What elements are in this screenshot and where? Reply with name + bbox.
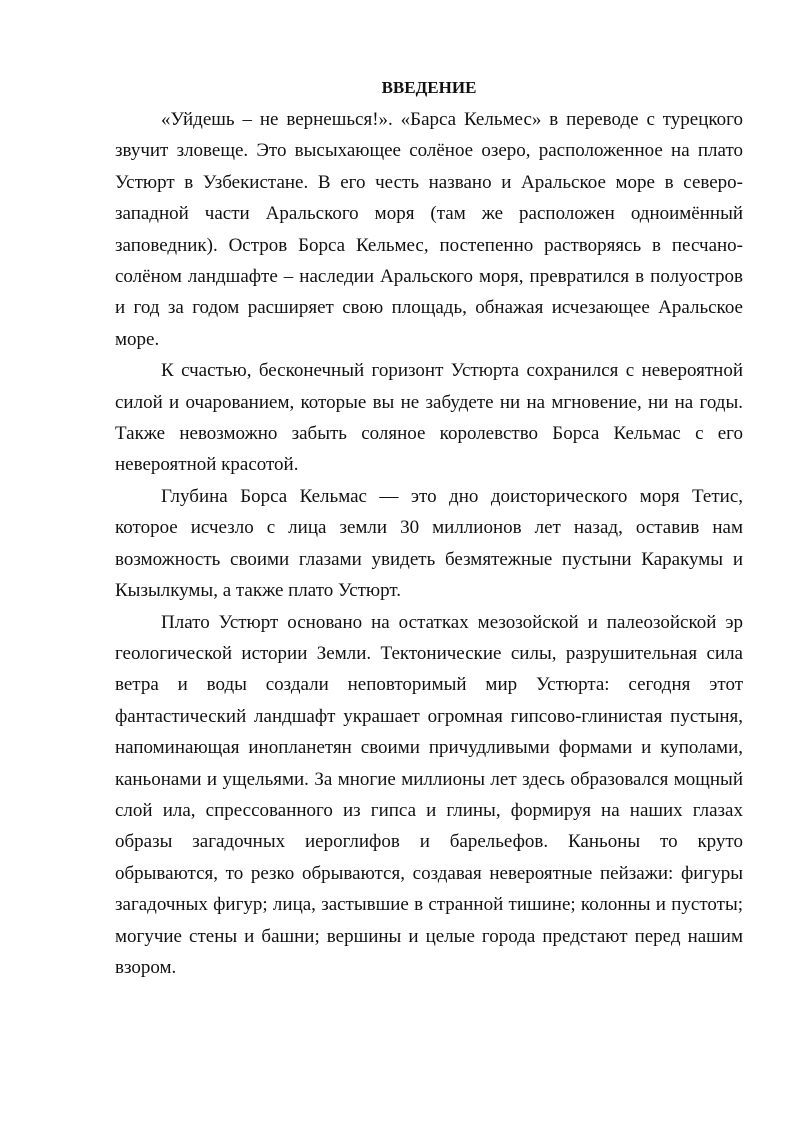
paragraph-horizon: К счастью, бесконечный горизонт Устюрта сохранился с невероятной силой и очарованием, которые вы не забудете ни на мгновение, ни на годы. Также невозможно забыть соляное королевство Борса Кельмас с его невероятной красотой.	[115, 360, 743, 476]
paragraph-tethys: Глубина Борса Кельмас — это дно доисторического моря Тетис, которое исчезло с лица земли 30 миллионов лет назад, оставив нам возможность своими глазами увидеть безмятежные пустыни Каракумы и Кызылкумы, а также плато Устюрт.	[115, 485, 743, 602]
paragraph-ustyurt: Плато Устюрт основано на остатках мезозойской и палеозойской эр геологической истории Земли. Тектонические силы, разрушительная сила ветра и воды создали неповторимый мир Устюрта: сегодня этот фантастический ландшафт украшает огромная гипсово-глинистая пустыня, напоминающая инопланетян своими причудливыми формами и куполами, каньонами и ущельями. За многие миллионы лет здесь образовался мощный слой ила, спрессованного из гипса и глины, формируя на наших глазах образы загадочных иероглифов и барельефов. Каньоны то круто обрываются, то резко обрываются, создавая невероятные пейзажи: фигуры загадочных фигур; лица, застывшие в странной тишине; колонны и пустоты; могучие стены и башни; вершины и целые города предстают перед нашим взором.	[115, 611, 743, 978]
page-title: ВВЕДЕНИЕ	[381, 78, 477, 97]
paragraph-intro: «Уйдешь – не вернешься!». «Барса Кельмес» в переводе с турецкого звучит зловеще. Это высыхающее солёное озеро, расположенное на плато Устюрт в Узбекистане. В его честь названо и Аральское море в северо-западной части Аральского моря (там же расположен одноимённый заповедник). Остров Борса Кельмес, постепенно растворяясь в песчано-солёном ландшафте – наследии Аральского моря, превратился в полуостров и год за годом расширяет свою площадь, обнажая исчезающее Аральское море.	[115, 109, 743, 350]
